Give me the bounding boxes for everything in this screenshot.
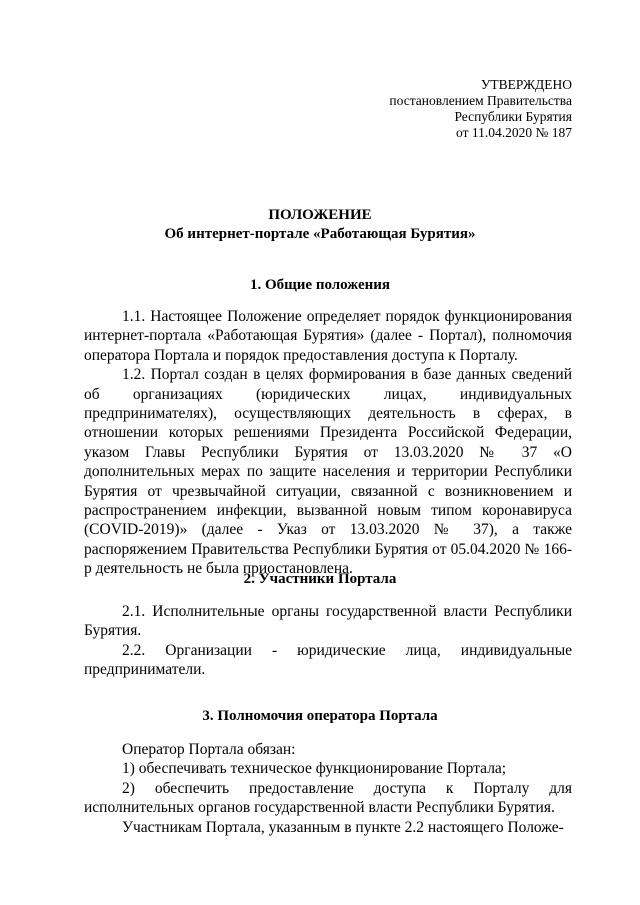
section-1-heading: 1. Общие положения — [249, 277, 391, 293]
section-3-body — [84, 740, 572, 837]
approval-line-date-number: от 11.04.2020 № 187 — [456, 125, 572, 140]
approval-line-approved: УТВЕРЖДЕНО — [480, 77, 572, 92]
paragraph-3-intro: Оператор Портала обязан: — [122, 741, 296, 758]
document-title-block — [0, 206, 640, 244]
section-2-body — [84, 602, 572, 680]
approval-line-resolution: постановлением Правительства — [389, 93, 572, 108]
paragraph-1-2: 1.2. Портал создан в целях формирования в базе данных сведений об организациях (юридических лицах, индивидуальных предпринимателях), осуществляющих деятельность в сферах, в отношении которых решениями Президента Российской Федерации, указом Главы Республики Бурятия от 13.03.2020 № 37 «О дополнительных мерах по защите населения и территории Республики Бурятия от чрезвычайной ситуации, связанной с возникновением и распространением инфекции, вызванной новым типом коронавируса (COVID-2019)» (далее - Указ от 13.03.2020 № 37), а также распоряжением Правительства Республики Бурятия от 05.04.2020 № 166-р деятельность не была приостановлена. — [84, 366, 572, 578]
approval-stamp — [389, 77, 572, 141]
section-1-body — [84, 307, 572, 579]
paragraph-2-2: 2.2. Организации - юридические лица, индивидуальные предприниматели. — [84, 641, 572, 679]
paragraph-3-item-1: 1) обеспечивать техническое функционирование Портала; — [122, 760, 507, 778]
section-3-heading: 3. Полномочия оператора Портала — [202, 708, 438, 724]
document-title: ПОЛОЖЕНИЕ — [268, 207, 372, 223]
section-2-heading: 2. Участники Портала — [243, 571, 397, 587]
approval-line-republic: Республики Бурятия — [454, 109, 572, 124]
paragraph-3-item-2: 2) обеспечить предоставление доступа к Порталу для исполнительных органов государственной власти Республики Бурятия. — [84, 779, 572, 817]
document-subtitle: Об интернет-портале «Работающая Бурятия» — [164, 226, 476, 242]
paragraph-1-1: 1.1. Настоящее Положение определяет порядок функционирования интернет-портала «Работающая Бурятия» (далее - Портал), полномочия оператора Портала и порядок предоставления доступа к Порталу. — [84, 308, 572, 364]
paragraph-2-1: 2.1. Исполнительные органы государственной власти Республики Бурятия. — [84, 603, 572, 640]
paragraph-3-participants: Участникам Портала, указанным в пункте 2.2 настоящего Положе- — [122, 818, 564, 836]
